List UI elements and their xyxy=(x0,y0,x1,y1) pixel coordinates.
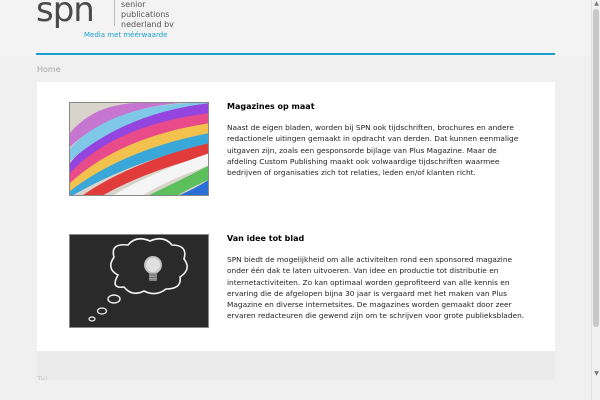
lightbulb-chalkboard-image xyxy=(69,234,209,328)
horizontal-scroll-area xyxy=(0,380,591,400)
logo-wordmark: spn xyxy=(36,0,94,30)
article-body: SPN biedt de mogelijkheid om alle activiteiten rond een sponsored magazine onder één dak te laten uitvoeren. Van idee en productie tot distributie en internetactiviteiten. Zo kan optimaal worden geprofiteerd van alle kennis en ervaring die de afgelopen bijna 30 jaar is vergaard met het maken van Plus Magazine en diverse internetsites. De magazines worden gemaakt door zeer ervaren redacteuren die gewend zijn om te schrijven voor grote publieksbladen. xyxy=(227,255,525,321)
spn-logo[interactable] xyxy=(36,0,196,44)
breadcrumb xyxy=(37,65,61,74)
magazine-stack-image xyxy=(69,102,209,196)
logo-line-3: nederland bv xyxy=(121,20,174,29)
article-title: Magazines op maat xyxy=(227,102,315,111)
breadcrumb-home-link[interactable]: Home xyxy=(37,65,61,74)
scroll-down-arrow-icon[interactable]: ▼ xyxy=(594,370,599,377)
article-body: Naast de eigen bladen, worden bij SPN ook tijdschriften, brochures en andere redactionele uitingen gemaakt in opdracht van derden. Dat kunnen eenmalige uitgaven zijn, zoals een gesponsorde bijlage van Plus Magazine. Maar de afdeling Custom Publishing maakt ook volwaardige tijdschriften waarmee bedrijven of organisaties zich tot relaties, leden en/of klanten richt. xyxy=(227,123,519,178)
site-header xyxy=(0,0,591,56)
scrollbar-thumb[interactable] xyxy=(593,9,599,327)
logo-line-2: publications xyxy=(121,10,170,19)
article-title: Van idee tot blad xyxy=(227,234,305,243)
vertical-scrollbar[interactable] xyxy=(591,0,600,400)
main-content xyxy=(37,82,555,351)
logo-divider xyxy=(114,0,115,26)
logo-line-1: senior xyxy=(121,0,146,9)
logo-tagline: Media met méérwaarde xyxy=(84,31,168,39)
logo-company-name xyxy=(121,0,174,30)
scroll-up-arrow-icon[interactable]: ▲ xyxy=(594,0,599,7)
header-accent-rule xyxy=(36,53,555,55)
